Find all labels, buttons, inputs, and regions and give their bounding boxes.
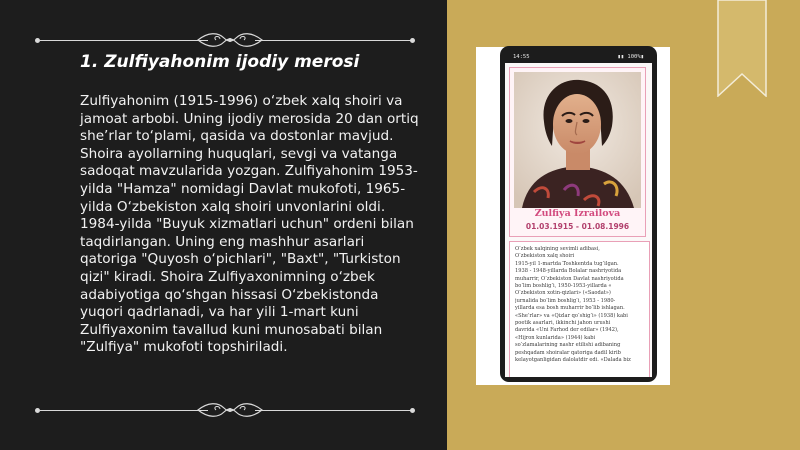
bio-line: O‘zbek xalqining sevimli adibasi, [515, 246, 600, 252]
bio-line: «Hijron kunlarida» (1944) kabi [515, 334, 596, 341]
bio-line: O‘zbekiston xalq shoiri [515, 253, 575, 260]
bio-line: O‘zbekiston xotin-qizlari» («Saodat») [515, 290, 611, 297]
bio-line: 1938 - 1948-yillarda Bolalar nashriyotida [515, 268, 622, 275]
woman-portrait-icon [514, 72, 641, 208]
bio-line: so‘zlamalarining nashr etilishi adibaning [515, 342, 621, 349]
status-indicators: ▮▮ 100%▮ [617, 54, 644, 60]
bio-line: yillarda esa bosh muharrir bo‘lib ishlagan. [515, 305, 625, 312]
bio-line: 1915-yil 1-martda Toshkentda tug‘ilgan. [515, 260, 619, 267]
slide-body-text: Zulfiyahonim (1915-1996) o‘zbek xalq shoiri va jamoat arbobi. Uning ijodiy merosida 20 dan ortiq she’rlar to‘plami, qasida va dostonlar mavjud. Shoira ayollarning huquqlari, sevgi va vatanga sadoqat mavzularida yozgan. Zulfiyahonim 1953-yilda "Hamza" nomidagi Davlat mukofoti, 1965-yilda O‘zbekiston xalq shoiri unvonlarini oldi. 1984-yilda "Buyuk xizmatlari uchun" ordeni bilan taqdirlangan. Uning eng mashhur asarlari qatoriga "Quyosh o‘pichlari", "Baxt", "Turkiston qizi" kiradi. Shoira Zulfiyaxonimning o‘zbek adabiyotiga qo‘shgan hissasi O‘zbekistonda yuqori qadrlanadi, va har yili 1-mart kuni Zulfiyaxonim tavallud kuni munosabati bilan "Zulfiya" mukofoti topshiriladi. [80, 93, 419, 356]
phone-status-bar [507, 53, 650, 62]
bio-line: peshqadam shoiralar qatoriga dadil kirib [515, 349, 621, 356]
bio-line: muharrir, O‘zbekiston Davlat nashriyotida [515, 275, 624, 282]
phone-screen [505, 63, 652, 377]
portrait-photo [514, 72, 641, 208]
bookmark-ribbon-icon [717, 0, 767, 97]
bio-line: kelayotganligidan dalolatdir edi. «Dalada biz [515, 357, 631, 364]
bio-line: poetik asarlari, ikkinchi jahon urushi [515, 320, 611, 327]
slide-title: 1. Zulfiyahonim ijodiy merosi [80, 52, 360, 72]
bio-line: bo‘lim boshlig‘i, 1950-1953-yillarda « [515, 283, 612, 290]
biography-text [510, 242, 649, 365]
bio-line: jurnalida bo‘lim boshlig‘i, 1953 - 1980- [515, 297, 616, 304]
bio-line: davrida «Uni Farhod der edilar» (1942), [515, 327, 619, 334]
biography-box [509, 241, 650, 377]
bio-line: «She’rlar» va «Qizlar qo‘shig‘i» (1938) kabi [515, 312, 628, 319]
portrait-frame [509, 67, 646, 237]
status-time: 14:55 [513, 54, 530, 60]
poet-dates: 01.03.1915 - 01.08.1996 [525, 222, 630, 231]
poet-name: Zulfiya Izrailova [534, 208, 621, 219]
